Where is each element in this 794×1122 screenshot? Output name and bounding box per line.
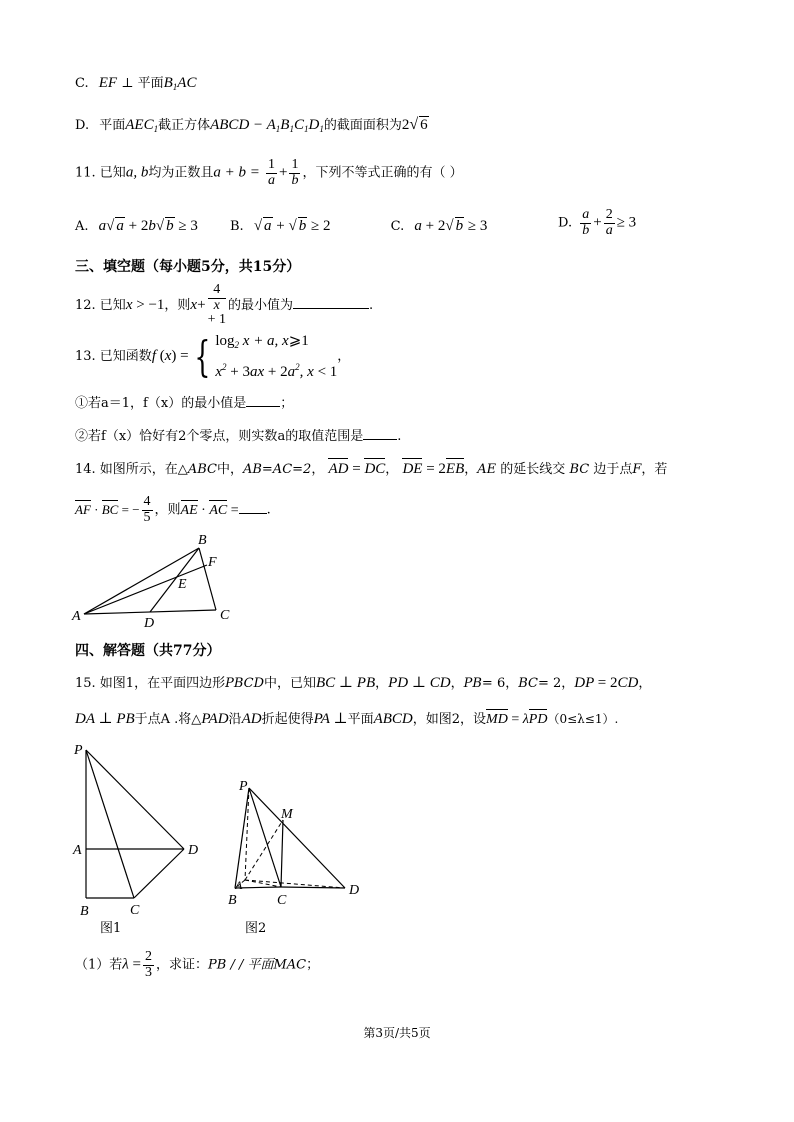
q13-part2: ②若f（x）恰好有2个零点，则实数a的取值范围是 . [75, 429, 402, 444]
label-b: B [228, 893, 237, 908]
label-e: E [178, 577, 187, 592]
q10-option-c: C. EF ⊥ 平面$B_1AC$ [75, 75, 197, 92]
section-3-title: 三、填空题（每小题5分，共15分） [75, 259, 301, 275]
label-p: P [74, 743, 83, 758]
label-a: A [235, 878, 243, 892]
figure-1 [70, 740, 210, 940]
label-c: C [130, 903, 140, 918]
segment-pc [249, 788, 281, 887]
label-d: D [144, 616, 155, 630]
label-b: B [80, 904, 89, 919]
segment-pc [86, 750, 134, 898]
segment-cm [281, 820, 283, 887]
label-c: C [277, 893, 287, 908]
q13: 13. 已知函数f (x) = { $\log_2 x + a$, x⩾1 $x^2 + 3ax + 2a^2$, x < 1， [75, 331, 351, 381]
q14-line2: AF · BC = − $\frac{4}{5}$ ，则AE · AC = . [75, 494, 271, 525]
q14-triangle-figure [68, 530, 238, 630]
q15-line1: 15. 如图1，在平面四边形PBCD中，已知BC ⊥ PB，PD ⊥ CD，PB= 6，BC= 2，DP = 2CD， [75, 675, 652, 691]
q10-option-d: D. 平面$AEC_1$截正方体ABCD − $A_1B_1C_1D_1$的截面面积为2√ 6 [75, 116, 428, 134]
label-d: D [188, 843, 199, 858]
label-f: F [208, 555, 217, 570]
figure-2 [225, 770, 375, 940]
segment-pd [249, 788, 345, 888]
label-d: D [349, 883, 360, 898]
q13-part1: ①若a＝1，f（x）的最小值是 ； [75, 396, 294, 411]
segment-db [150, 548, 199, 612]
label-c: C [220, 608, 230, 623]
q15-line2: DA ⊥ PB于点A .将△PAD沿AD折起使得PA ⊥平面ABCD，如图2，设MD = λPD（0≤λ≤1）. [75, 711, 619, 727]
label-a: A [72, 609, 81, 624]
segment-am [245, 820, 283, 880]
q12: 12. 已知x > −1，则x+ 4 x + 1 的最小值为 . [75, 282, 374, 328]
figure-2-caption: 图2 [245, 921, 267, 936]
segment-cd [134, 849, 184, 898]
section-4-title: 四、解答题（共77分） [75, 643, 221, 659]
q15-sub1: （1）若λ = $\frac{2}{3}$ ，求证：PB / / 平面MAC； [75, 949, 320, 980]
figure-1-caption: 图1 [100, 921, 122, 936]
q11-options: A. a√ a + 2b√ b ≥ 3 B. √ a + √ b ≥ 2 C. a + 2√ b ≥ 3 [75, 218, 488, 234]
segment-ac [245, 880, 281, 887]
segment-cd [281, 887, 345, 888]
segment-pd [86, 750, 184, 849]
label-a: A [73, 843, 82, 858]
label-p: P [239, 779, 248, 794]
q11-stem: 11. 已知a, b均为正数且a + b = $\frac{1}{a}$ + $\frac{1}{b}$ ，下列不等式正确的有（ ） [75, 157, 463, 188]
q14-stem: 14. 如图所示，在△ABC中，AB=AC=2， AD = DC， DE = 2EB，AE 的延长线交 BC 边于点F，若 [75, 458, 667, 478]
label-b: B [198, 533, 207, 548]
segment-af [84, 565, 207, 614]
page-footer: 第3页/共5页 [363, 1026, 431, 1040]
label-m: M [281, 807, 293, 822]
q11-option-d: D. $\frac{a}{b}$ + $\frac{2}{a}$ ≥ 3 [558, 207, 637, 238]
